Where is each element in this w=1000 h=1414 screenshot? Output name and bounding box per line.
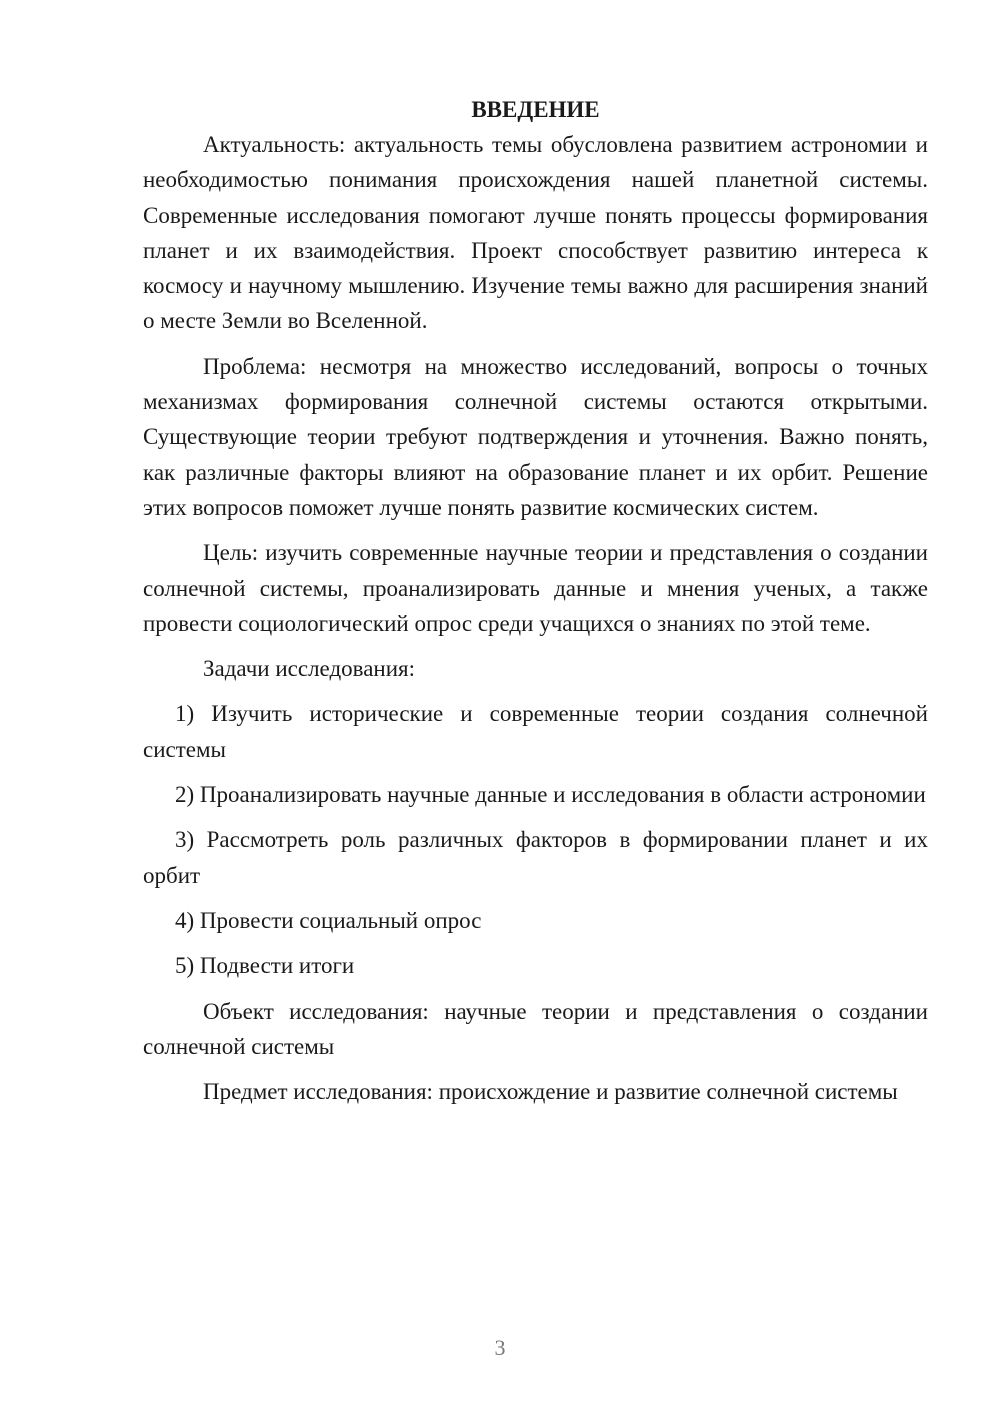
task-item-5: 5) Подвести итоги xyxy=(175,953,355,979)
task-item-3: 3) Рассмотреть роль различных факторов в формировании планет и их орбит xyxy=(143,827,928,888)
page-number: 3 xyxy=(494,1335,506,1360)
section-heading: ВВЕДЕНИЕ xyxy=(471,97,600,122)
paragraph-subject: Предмет исследования: происхождение и развитие солнечной системы xyxy=(203,1079,898,1105)
task-item-1: 1) Изучить исторические и современные теории создания солнечной системы xyxy=(143,701,928,762)
paragraph-goal: Цель: изучить современные научные теории и представления о создании солнечной системы, проанализировать данные и мнения ученых, а также провести социологический опрос среди учащихся о знаниях по этой теме. xyxy=(143,540,928,636)
task-item-4: 4) Провести социальный опрос xyxy=(175,907,482,933)
paragraph-problem: Проблема: несмотря на множество исследований, вопросы о точных механизмах формирования солнечной системы остаются открытыми. Существующие теории требуют подтверждения и уточнения. Важно понять, как различные факторы влияют на образование планет и их орбит. Решение этих вопросов поможет лучше понять развитие космических систем. xyxy=(143,353,928,520)
document-page xyxy=(143,92,928,1109)
tasks-title: Задачи исследования: xyxy=(203,656,416,682)
paragraph-object: Объект исследования: научные теории и представления о создании солнечной системы xyxy=(143,998,928,1059)
paragraph-relevance: Актуальность: актуальность темы обусловлена развитием астрономии и необходимостью понимания происхождения нашей планетной системы. Современные исследования помогают лучше понять процессы формирования планет и их взаимодействия. Проект способствует развитию интереса к космосу и научному мышлению. Изучение темы важно для расширения знаний о месте Земли во Вселенной. xyxy=(143,132,928,334)
task-item-2: 2) Проанализировать научные данные и исследования в области астрономии xyxy=(175,782,926,808)
